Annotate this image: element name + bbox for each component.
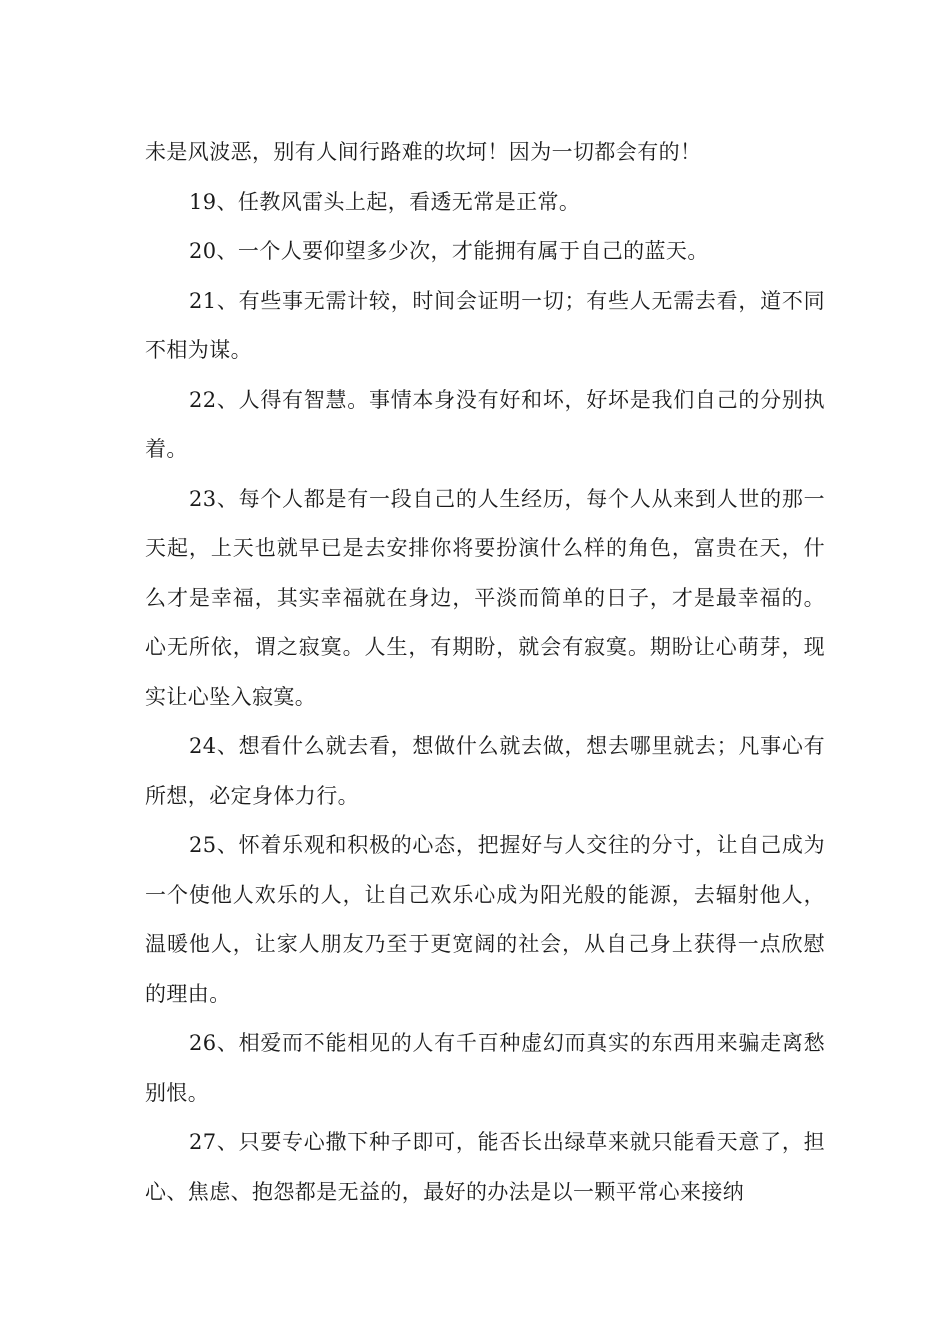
paragraph-20: 20、一个人要仰望多少次，才能拥有属于自己的蓝天。 — [189, 239, 709, 263]
paragraph-24: 24、想看什么就去看，想做什么就去做，想去哪里就去；凡事心有所想，必定身体力行。 — [145, 734, 825, 808]
paragraph-21: 21、有些事无需计较，时间会证明一切；有些人无需去看，道不同不相为谋。 — [145, 288, 825, 362]
paragraph-23: 23、每个人都是有一段自己的人生经历，每个人从来到人世的那一天起，上天也就早已是去安排你将要扮演什么样的角色，富贵在天，什么才是幸福，其实幸福就在身边，平淡而简单的日子，才是最幸福的。心无所依，谓之寂寞。人生，有期盼，就会有寂寞。期盼让心萌芽，现实让心坠入寂寞。 — [145, 486, 825, 709]
paragraph-19: 19、任教风雷头上起，看透无常是正常。 — [189, 189, 581, 214]
document-body — [145, 128, 825, 1217]
paragraph-continuation: 未是风波恶，别有人间行路难的坎坷！因为一切都会有的！ — [145, 140, 702, 164]
paragraph-25: 25、怀着乐观和积极的心态，把握好与人交往的分寸，让自己成为一个使他人欢乐的人，让自己欢乐心成为阳光般的能源，去辐射他人，温暖他人，让家人朋友乃至于更宽阔的社会，从自己身上获得一点欣慰的理由。 — [145, 833, 825, 1006]
paragraph-22: 22、人得有智慧。事情本身没有好和坏，好坏是我们自己的分别执着。 — [145, 387, 825, 461]
paragraph-26: 26、相爱而不能相见的人有千百种虚幻而真实的东西用来骗走离愁别恨。 — [145, 1031, 825, 1105]
paragraph-27: 27、只要专心撒下种子即可，能否长出绿草来就只能看天意了，担心、焦虑、抱怨都是无益的，最好的办法是以一颗平常心来接纳 — [145, 1130, 825, 1204]
